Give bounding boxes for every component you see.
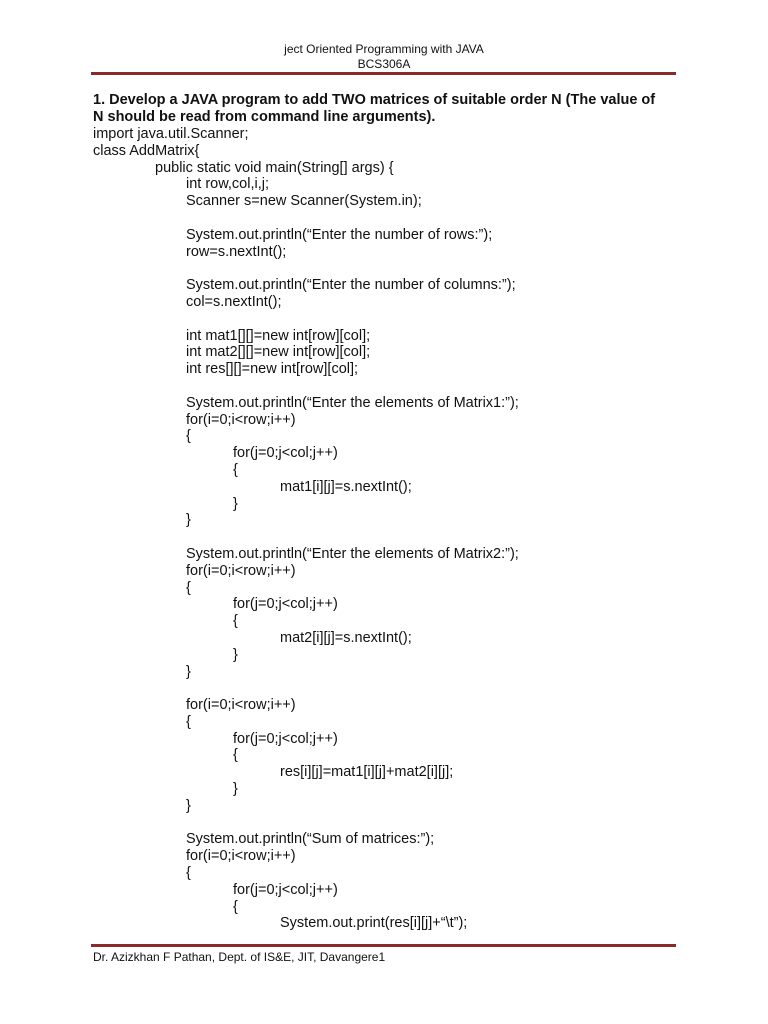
code-line: mat2[i][j]=s.nextInt(); [280,629,412,646]
footer-rule [91,944,676,947]
code-line: for(j=0;j<col;j++) [233,730,338,747]
code-line: col=s.nextInt(); [186,293,282,310]
code-line: Scanner s=new Scanner(System.in); [186,193,422,210]
code-line: for(i=0;i<row;i++) [186,848,296,865]
code-line: int mat2[][]=new int[row][col]; [186,344,371,361]
code-line: { [233,898,238,915]
course-title: ject Oriented Programming with JAVA [284,42,484,56]
question-line: 1. Develop a JAVA program to add TWO matrices of suitable order N (The value of [93,92,656,108]
code-line: res[i][j]=mat1[i][j]+mat2[i][j]; [280,764,454,781]
code-line: } [233,781,238,798]
code-line: int row,col,i,j; [186,176,269,193]
code-listing [93,126,693,932]
code-line: for(i=0;i<row;i++) [186,562,296,579]
code-line: for(i=0;i<row;i++) [186,411,296,428]
code-line: System.out.println(“Enter the number of rows:”); [186,226,493,243]
code-line: System.out.println(“Enter the number of columns:”); [186,277,516,294]
code-line: for(j=0;j<col;j++) [233,596,338,613]
course-code: BCS306A [357,57,411,71]
code-line [93,378,693,395]
code-line [93,210,693,227]
code-line: for(i=0;i<row;i++) [186,697,296,714]
code-line: System.out.println(“Enter the elements of Matrix2:”); [186,545,519,562]
code-line [93,529,693,546]
code-line [93,260,693,277]
code-line: } [233,495,238,512]
code-line: } [233,646,238,663]
code-line: row=s.nextInt(); [186,243,287,260]
code-line: int mat1[][]=new int[row][col]; [186,327,371,344]
code-line [93,680,693,697]
code-line: System.out.println(“Enter the elements of Matrix1:”); [186,394,519,411]
code-line [93,311,693,328]
code-line: { [186,428,191,445]
code-line: { [186,579,191,596]
code-line: } [186,797,191,814]
code-line: System.out.println(“Sum of matrices:”); [186,831,435,848]
code-line: } [186,512,191,529]
code-line: { [186,713,191,730]
question-line: N should be read from command line arguments). [93,109,436,125]
code-line: class AddMatrix{ [93,142,200,159]
code-line [93,815,693,832]
code-line: for(j=0;j<col;j++) [233,445,338,462]
code-line: import java.util.Scanner; [93,126,249,142]
code-line: System.out.print(res[i][j]+“\t”); [280,915,468,932]
page-header [0,42,768,72]
code-line: { [233,461,238,478]
header-rule [91,72,676,75]
code-line: } [186,663,191,680]
code-line: { [186,865,191,882]
code-line: public static void main(String[] args) { [155,159,394,176]
code-line: { [233,747,238,764]
code-line: mat1[i][j]=s.nextInt(); [280,478,412,495]
code-line: for(j=0;j<col;j++) [233,881,338,898]
code-line: { [233,613,238,630]
page-footer: Dr. Azizkhan F Pathan, Dept. of IS&E, JIT, Davangere1 [93,950,386,964]
question-heading [93,92,683,126]
code-line: int res[][]=new int[row][col]; [186,361,359,378]
